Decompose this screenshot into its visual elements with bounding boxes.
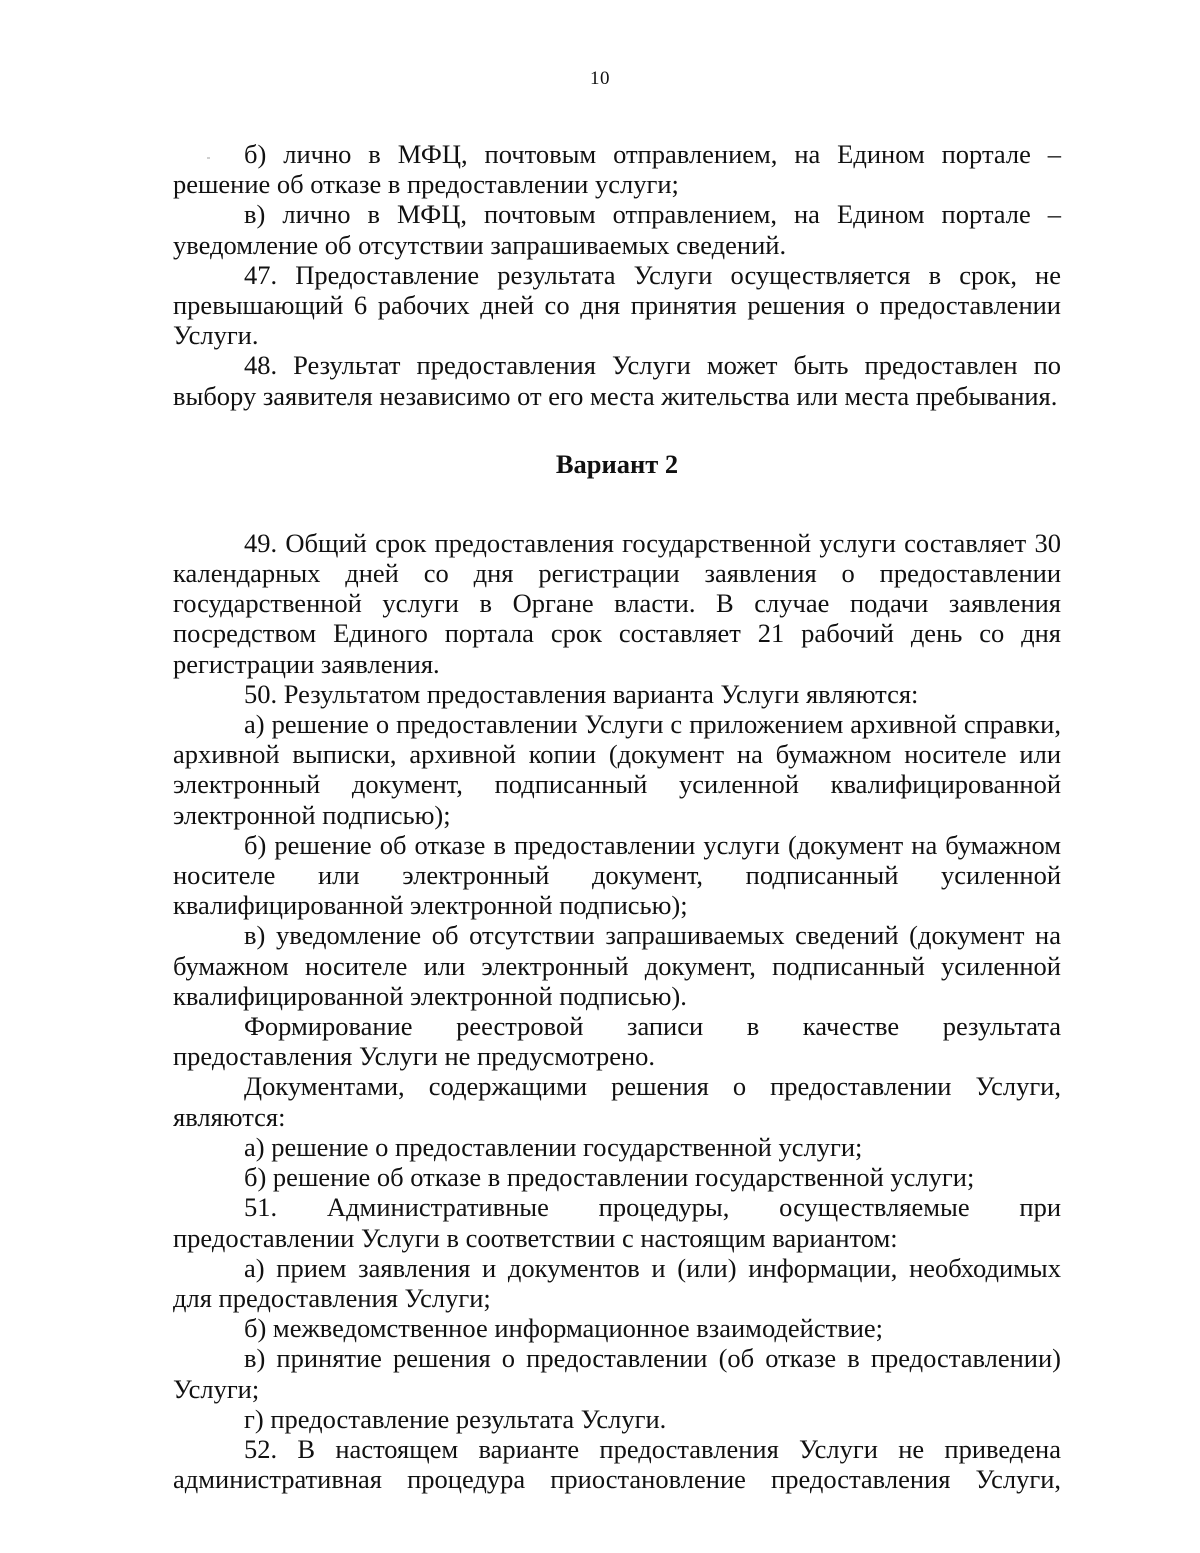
paragraph-51a: а) прием заявления и документов и (или) информации, необходимых для предоставления Услуги; [173, 1252, 1061, 1313]
paragraph-47: 47. Предоставление результата Услуги осуществляется в срок, не превышающий 6 рабочих дней со дня принятия решения о предоставлении Услуги. [173, 259, 1061, 351]
paragraph-50v: в) уведомление об отсутствии запрашиваемых сведений (документ на бумажном носителе или электронный документ, подписанный усиленной квалифицированной электронной подписью). [173, 920, 1061, 1011]
page-number: 10 [590, 68, 610, 89]
paragraph-documents: Документами, содержащими решения о предоставлении Услуги, являются: [173, 1071, 1061, 1132]
paragraph-51v: в) принятие решения о предоставлении (об отказе в предоставлении) Услуги; [173, 1343, 1061, 1404]
paragraph-48: 48. Результат предоставления Услуги может быть предоставлен по выбору заявителя независимо от его места жительства или места пребывания. [173, 350, 1061, 411]
paragraph-46v: в) лично в МФЦ, почтовым отправлением, на Едином портале – уведомление об отсутствии запрашиваемых сведений. [173, 199, 1061, 260]
paragraph-51: 51. Административные процедуры, осуществляемые при предоставлении Услуги в соответствии с настоящим вариантом: [173, 1192, 1061, 1253]
paragraph-doc-b: б) решение об отказе в предоставлении государственной услуги; [244, 1162, 975, 1193]
paragraph-doc-a: а) решение о предоставлении государственной услуги; [244, 1131, 863, 1162]
paragraph-51b: б) межведомственное информационное взаимодействие; [244, 1313, 884, 1344]
paragraph-50b: б) решение об отказе в предоставлении услуги (документ на бумажном носителе или электронный документ, подписанный усиленной квалифицированной электронной подписью); [173, 829, 1061, 921]
paragraph-46b: б) лично в МФЦ, почтовым отправлением, на Едином портале – решение об отказе в предоставлении услуги; [173, 139, 1061, 200]
section-heading: Вариант 2 [555, 448, 679, 479]
paragraph-50a: а) решение о предоставлении Услуги с приложением архивной справки, архивной выписки, архивной копии (документ на бумажном носителе или электронный документ, подписанный усиленной квалифицированной электронной подписью); [173, 709, 1061, 830]
paragraph-52: 52. В настоящем варианте предоставления Услуги не приведена административная процедура приостановление предоставления Услуги, [173, 1433, 1061, 1495]
heading-spacer [173, 479, 1061, 528]
paragraph-51g: г) предоставление результата Услуги. [244, 1403, 667, 1434]
paragraph-registry: Формирование реестровой записи в качестве результата предоставления Услуги не предусмотрено. [173, 1011, 1061, 1072]
paragraph-49: 49. Общий срок предоставления государственной услуги составляет 30 календарных дней со дня регистрации заявления о предоставлении государственной услуги в Органе власти. В случае подачи заявления посредством Единого портала срок составляет 21 рабочий день со дня регистрации заявления. [173, 527, 1061, 679]
document-body [173, 139, 1061, 1494]
paragraph-50: 50. Результатом предоставления варианта Услуги являются: [244, 678, 919, 709]
